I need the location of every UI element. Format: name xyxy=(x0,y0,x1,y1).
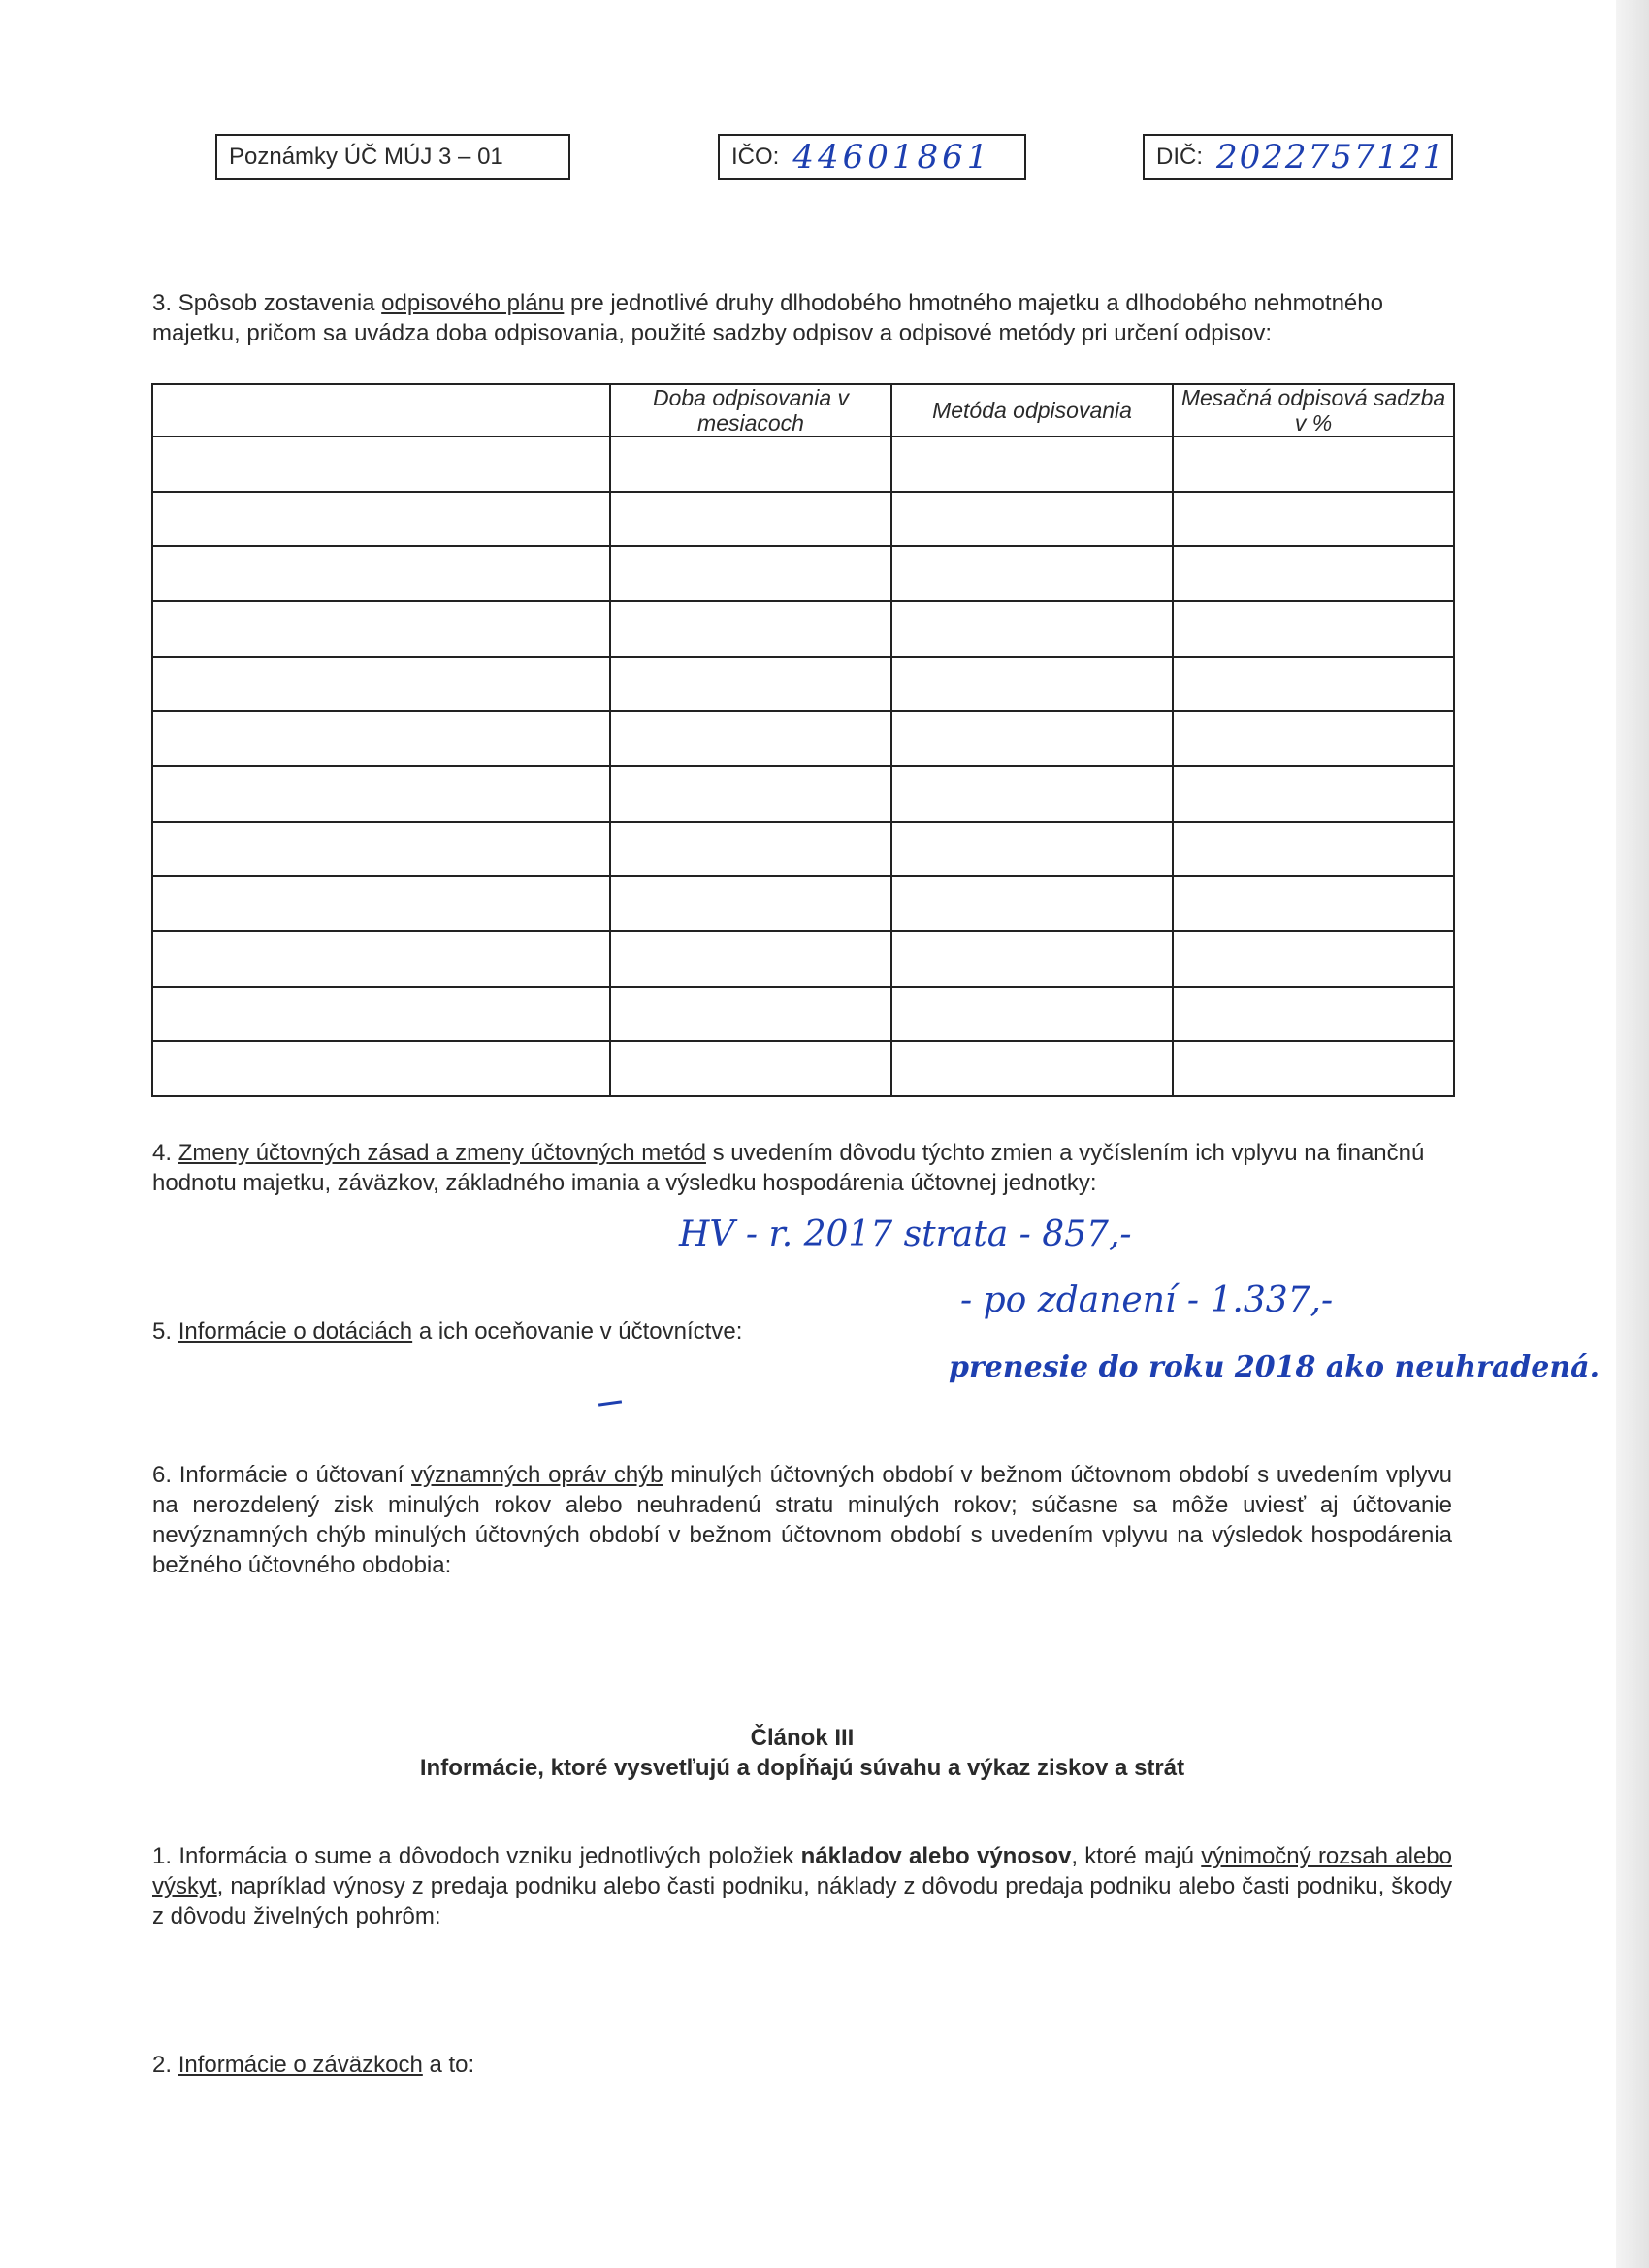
article-title: Článok III xyxy=(750,1725,855,1751)
table-cell xyxy=(891,492,1173,547)
dic-value: 2022757121 xyxy=(1216,138,1446,177)
page-edge xyxy=(1616,0,1649,2268)
table-header-cell: Mesačná odpisová sadzba v % xyxy=(1173,384,1454,437)
table-row xyxy=(152,822,1454,877)
section-4-text: 4. Zmeny účtovných zásad a zmeny účtovných metód s uvedením dôvodu týchto zmien a vyčíslením ich vplyvu na finančnú hodnotu majetku, záväzkov, základného imania a výsledku hospodárenia účtovnej jednotky: xyxy=(152,1140,1425,1196)
table-cell xyxy=(152,546,610,601)
table-row xyxy=(152,711,1454,766)
table-cell xyxy=(1173,437,1454,492)
item-2-text: 2. Informácie o záväzkoch a to: xyxy=(152,2052,475,2078)
table-cell xyxy=(1173,711,1454,766)
handwritten-result-line3: prenesie do roku 2018 ako neuhradená. xyxy=(949,1350,1600,1384)
table-cell xyxy=(610,437,891,492)
table-cell xyxy=(610,492,891,547)
liabilities-link: Informácie o záväzkoch xyxy=(178,2052,423,2078)
table-cell xyxy=(1173,1041,1454,1096)
table-row xyxy=(152,546,1454,601)
table-cell xyxy=(891,876,1173,931)
table-cell xyxy=(610,711,891,766)
subsidies-link: Informácie o dotáciách xyxy=(178,1318,413,1345)
table-cell xyxy=(152,766,610,822)
table-cell xyxy=(891,1041,1173,1096)
form-label-box xyxy=(215,134,570,180)
table-cell xyxy=(1173,822,1454,877)
table-row xyxy=(152,1041,1454,1096)
error-corrections-link: významných opráv chýb xyxy=(410,1462,663,1488)
table-cell xyxy=(610,931,891,987)
table-cell xyxy=(152,876,610,931)
table-cell xyxy=(1173,987,1454,1042)
table-cell xyxy=(891,766,1173,822)
handwritten-dash xyxy=(598,1400,622,1406)
handwritten-result-line2: - po zdanení - 1.337,- xyxy=(960,1280,1334,1320)
table-cell xyxy=(1173,766,1454,822)
table-cell xyxy=(152,1041,610,1096)
table-cell xyxy=(610,987,891,1042)
table-cell xyxy=(610,657,891,712)
depreciation-plan-link: odpisového plánu xyxy=(381,290,565,316)
table-row xyxy=(152,601,1454,657)
table-cell xyxy=(152,711,610,766)
table-cell xyxy=(152,822,610,877)
table-cell xyxy=(152,492,610,547)
accounting-changes-link: Zmeny účtovných zásad a zmeny účtovných metód xyxy=(178,1140,706,1166)
table-row xyxy=(152,437,1454,492)
section-3-text: 3. Spôsob zostavenia odpisového plánu pre jednotlivé druhy dlhodobého hmotného majetku a dlhodobého nehmotného majetku, pričom sa uvádza doba odpisovania, použité sadzby odpisov a odpisové metódy pri určení odpisov: xyxy=(152,290,1383,346)
ico-box xyxy=(718,134,1026,180)
table-cell xyxy=(610,822,891,877)
table-body xyxy=(152,437,1454,1096)
table-cell xyxy=(610,601,891,657)
table-row xyxy=(152,876,1454,931)
table-cell xyxy=(891,437,1173,492)
table-row xyxy=(152,657,1454,712)
dic-box xyxy=(1143,134,1453,180)
table-cell xyxy=(152,601,610,657)
ico-value: 44601861 xyxy=(792,138,992,177)
table-cell xyxy=(891,601,1173,657)
table-row xyxy=(152,931,1454,987)
table-header-cell: Metóda odpisovania xyxy=(891,384,1173,437)
table-cell xyxy=(610,766,891,822)
table-cell xyxy=(891,711,1173,766)
section-5-text: 5. Informácie o dotáciách a ich oceňovanie v účtovníctve: xyxy=(152,1318,743,1345)
table-cell xyxy=(152,931,610,987)
table-row xyxy=(152,766,1454,822)
table-cell xyxy=(1173,492,1454,547)
table-cell xyxy=(152,437,610,492)
table-cell xyxy=(610,546,891,601)
table-cell xyxy=(891,822,1173,877)
table-cell xyxy=(610,876,891,931)
depreciation-table xyxy=(151,383,1455,1097)
table-cell xyxy=(891,931,1173,987)
table-header-cell xyxy=(152,384,610,437)
form-label: Poznámky ÚČ MÚJ 3 – 01 xyxy=(229,144,503,170)
table-cell xyxy=(891,546,1173,601)
exceptional-items-link: výnimočný rozsah alebo výskyt xyxy=(152,1843,1452,1899)
handwritten-result-line1: HV - r. 2017 strata - 857,- xyxy=(679,1215,1132,1254)
ico-label: IČO: xyxy=(731,144,780,170)
table-cell xyxy=(891,987,1173,1042)
table-header-cell: Doba odpisovania v mesiacoch xyxy=(610,384,891,437)
table-row xyxy=(152,987,1454,1042)
table-row xyxy=(152,492,1454,547)
table-cell xyxy=(610,1041,891,1096)
table-cell xyxy=(1173,876,1454,931)
table-cell xyxy=(152,987,610,1042)
table-cell xyxy=(1173,931,1454,987)
section-6-text: 6. Informácie o účtovaní významných opráv chýb minulých účtovných období v bežnom účtovnom období s uvedením vplyvu na nerozdelený zisk minulých rokov alebo neuhradenú stratu minulých rokov; súčasne sa môže uviesť aj účtovanie nevýznamných chýb minulých účtovných období v bežnom účtovnom období s uvedením vplyvu na výsledok hospodárenia bežného účtovného obdobia: xyxy=(152,1462,1453,1578)
table-cell xyxy=(152,657,610,712)
table-cell xyxy=(891,657,1173,712)
table-cell xyxy=(1173,601,1454,657)
dic-label: DIČ: xyxy=(1156,144,1203,170)
table-header-row xyxy=(152,384,1454,437)
table-cell xyxy=(1173,546,1454,601)
item-1-text: 1. Informácia o sume a dôvodoch vzniku jednotlivých položiek nákladov alebo výnosov, ktoré majú výnimočný rozsah alebo výskyt, napríklad výnosy z predaja podniku alebo časti podniku, náklady z dôvodu predaja podniku alebo časti podniku, škody z dôvodu živelných pohrôm: xyxy=(152,1843,1452,1929)
table-cell xyxy=(1173,657,1454,712)
article-subtitle: Informácie, ktoré vysvetľujú a dopĺňajú súvahu a výkaz ziskov a strát xyxy=(419,1755,1185,1781)
